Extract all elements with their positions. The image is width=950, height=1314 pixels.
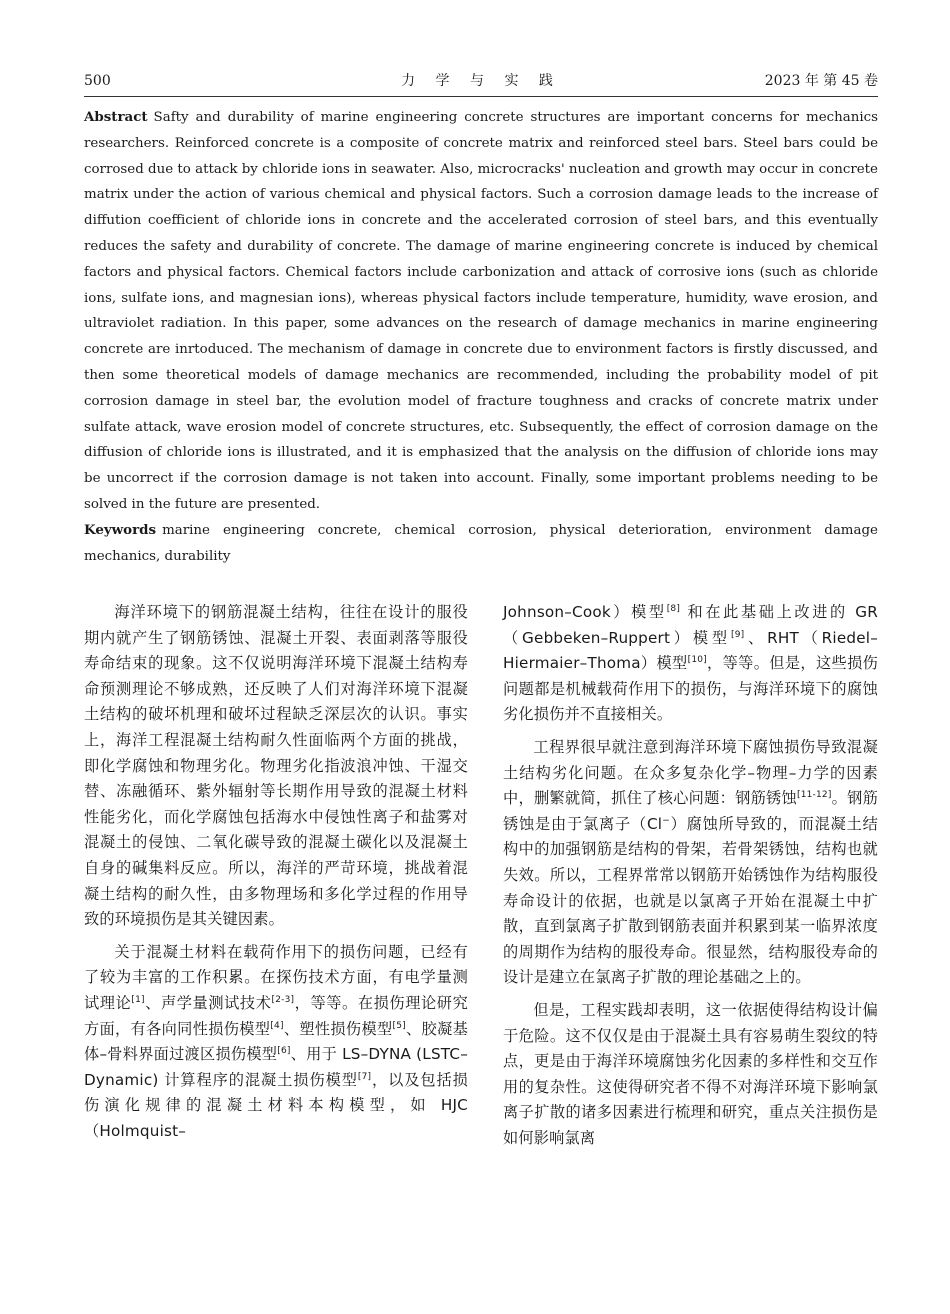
citation: [10] [687, 655, 707, 666]
citation: [7] [357, 1071, 372, 1082]
abstract-text: Safty and durability of marine engineering concrete structures are important concerns for mechanics researchers. Reinforced concrete is a composite of concrete matrix and reinforced steel bars. Steel bars could be corrosed due to attack by chloride ions in seawater. Also, microcracks' nucleation and growth may occur in concrete matrix under the action of various chemical and physical factors. Such a corrosion damage leads to the increase of diffution coefficient of chloride ions in concrete and the accelerated corrosion of steel bars, and this eventually reduces the safety and durability of concrete. The damage of marine engineering concrete is induced by chemical factors and physical factors. Chemical factors include carbonization and attack of corrosive ions (such as chloride ions, sulfate ions, and magnesian ions), whereas physical factors include temperature, humidity, wave erosion, and ultraviolet radiation. In this paper, some advances on the research of damage mechanics in marine engineering concrete are inrtoduced. The mechanism of damage in concrete due to environment factors is firstly discussed, and then some theoretical models of damage mechanics are recommended, including the probability model of pit corrosion damage in steel bar, the evolution model of fracture toughness and cracks of concrete matrix under sulfate attack, wave erosion model of concrete structures, etc. Subsequently, the effect of corrosion damage on the diffusion of chloride ions is illustrated, and it is emphasized that the analysis on the diffusion of chloride ions may be uncorrect if the corrosion damage is not taken into account. Finally, some important problems needing to be solved in the future are presented. [84, 110, 878, 512]
citation: [2-3] [271, 994, 295, 1005]
citation: [11-12] [796, 790, 832, 801]
journal-title: 力 学 与 实 践 [401, 73, 561, 89]
page-number: 500 [84, 73, 111, 89]
body-paragraph: 海洋环境下的钢筋混凝土结构，往往在设计的服役期内就产生了钢筋锈蚀、混凝土开裂、表面剥落等服役寿命结束的现象。这不仅说明海洋环境下混凝土结构寿命预测理论不够成熟，还反映了人们对海洋环境下混凝土结构的破坏机理和破坏过程缺乏深层次的认识。事实上，海洋工程混凝土结构耐久性面临两个方面的挑战，即化学腐蚀和物理劣化。物理劣化指波浪冲蚀、干湿交替、冻融循环、紫外辐射等长期作用导致的混凝土材料性能劣化，而化学腐蚀包括海水中侵蚀性离子和盐雾对混凝土的侵蚀、二氧化碳导致的混凝土碳化以及混凝土自身的碱集料反应。所以，海洋的严苛环境，挑战着混凝土结构的耐久性，由多物理场和多化学过程的作用导致的环境损伤是其关键因素。 [84, 603, 468, 929]
citation: [4] [270, 1020, 284, 1031]
keywords-label: Keywords [84, 522, 157, 538]
citation: [5] [392, 1020, 406, 1031]
running-header [84, 70, 878, 92]
body-paragraph: 关于混凝土材料在载荷作用下的损伤问题，已经有了较为丰富的工作积累。在探伤技术方面，有电学量测试理论[1]、声学量测试技术[2-3]，等等。在损伤理论研究方面，有各向同性损伤模型[4]、塑性损伤模型[5]、胶凝基体–骨料界面过渡区损伤模型[6]、用于 LS–DYNA (LSTC–Dynamic) 计算程序的混凝土损伤模型[7]，以及包括损伤演化规律的混凝土材料本构模型，如 HJC（Holmquist– [84, 942, 469, 1140]
citation: [6] [277, 1046, 291, 1057]
citation: [9] [731, 629, 745, 640]
header-rule [84, 96, 878, 97]
body-paragraph: Johnson–Cook）模型[8] 和在此基础上改进的 GR（Gebbeken–Ruppert）模型[9]、RHT（Riedel–Hiermaier–Thoma）模型[10]，等等。但是，这些损伤问题都是机械载荷作用下的损伤，与海洋环境下的腐蚀劣化损伤并不直接相关。 [503, 603, 879, 724]
citation: [1] [131, 994, 145, 1005]
right-column [503, 600, 878, 1158]
keywords-section [84, 518, 878, 570]
body-paragraph: 工程界很早就注意到海洋环境下腐蚀损伤导致混凝土结构劣化问题。在众多复杂化学–物理–力学的因素中，删繁就简，抓住了核心问题：钢筋锈蚀[11-12]。钢筋锈蚀是由于氯离子（Cl−）腐蚀所导致的，而混凝土结构中的加强钢筋是结构的骨架，若骨架锈蚀，结构也就失效。所以，工程界常常以钢筋开始锈蚀作为结构服役寿命设计的依据，也就是以氯离子开始在混凝土中扩散，直到氯离子扩散到钢筋表面并积累到某一临界浓度的周期作为结构的服役寿命。很显然，结构服役寿命的设计是建立在氯离子扩散的理论基础之上的。 [503, 737, 878, 987]
keywords-text: marine engineering concrete, chemical corrosion, physical deterioration, environment damage mechanics, durability [84, 523, 878, 564]
citation: [8] [666, 603, 681, 614]
abstract-label: Abstract [84, 109, 148, 125]
body-paragraph: 但是，工程实践却表明，这一依据使得结构设计偏于危险。这不仅仅是由于混凝土具有容易萌生裂纹的特点，更是由于海洋环境腐蚀劣化因素的多样性和交互作用的复杂性。这使得研究者不得不对海洋环境下影响氯离子扩散的诸多因素进行梳理和研究，重点关注损伤是如何影响氯离 [503, 1000, 878, 1147]
volume-info: 2023 年 第 45 卷 [764, 73, 878, 89]
abstract-section [84, 105, 878, 518]
left-column [84, 600, 468, 1151]
superscript-charge: − [662, 815, 670, 826]
